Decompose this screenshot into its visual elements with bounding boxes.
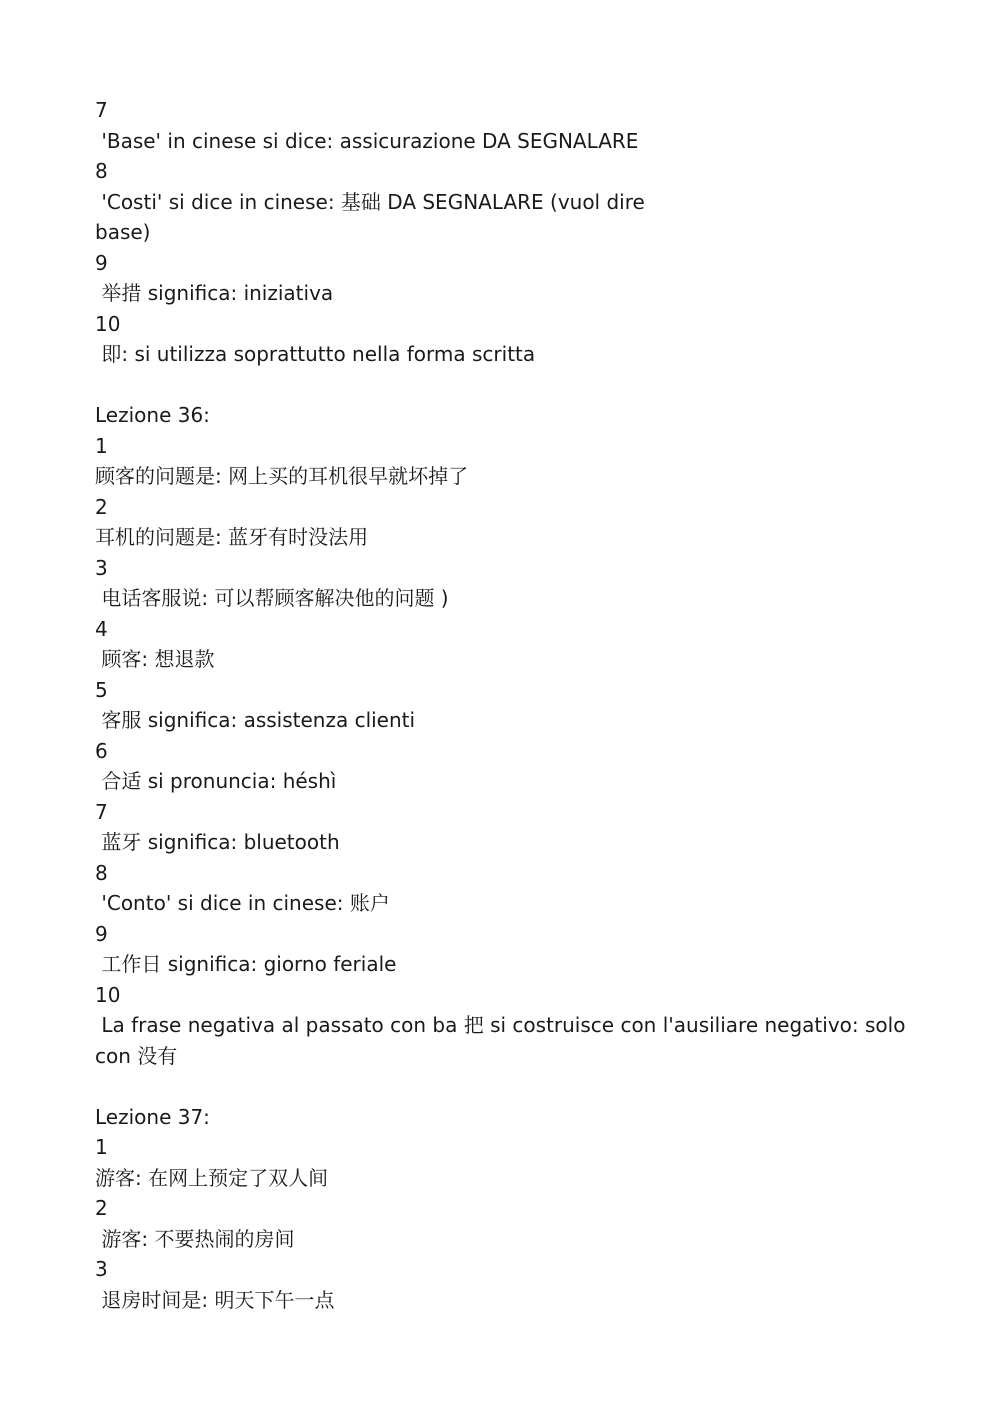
item-number: 2 xyxy=(95,494,108,519)
item-text: 举措 significa: iniziativa xyxy=(95,281,334,305)
item-text: 'Conto' si dice in cinese: 账户 xyxy=(95,891,390,915)
item-number: 4 xyxy=(95,616,108,641)
item-number: 10 xyxy=(95,982,121,1007)
section-continuation xyxy=(95,95,915,370)
item-number: 3 xyxy=(95,1257,108,1281)
item-number: 3 xyxy=(95,555,108,580)
blank-line xyxy=(95,1071,915,1102)
document-page xyxy=(95,95,915,1315)
item-text: 电话客服说: 可以帮顾客解决他的问题 ) xyxy=(95,586,449,610)
item-text: 即: si utilizza soprattutto nella forma scritta xyxy=(95,342,536,366)
item-text: 工作日 significa: giorno feriale xyxy=(95,952,397,976)
item-number: 9 xyxy=(95,250,108,275)
section-lezione-36 xyxy=(95,400,915,1071)
item-number: 10 xyxy=(95,311,121,336)
item-number: 5 xyxy=(95,677,108,702)
item-number: 1 xyxy=(95,1135,108,1159)
item-text: 合适 si pronuncia: héshì xyxy=(95,769,337,793)
item-text: 耳机的问题是: 蓝牙有时没法用 xyxy=(95,525,369,549)
item-text: La frase negativa al passato con ba 把 si costruisce con l'ausiliare negativo: solo con 没有 xyxy=(95,1013,906,1068)
item-text: 顾客的问题是: 网上买的耳机很早就坏掉了 xyxy=(95,464,469,488)
item-text: 'Base' in cinese si dice: assicurazione DA SEGNALARE xyxy=(95,128,639,153)
item-number: 7 xyxy=(95,799,108,824)
item-number: 9 xyxy=(95,921,108,946)
item-text: 游客: 不要热闹的房间 xyxy=(95,1226,295,1251)
item-number: 8 xyxy=(95,159,108,183)
item-number: 7 xyxy=(95,98,108,122)
item-number: 2 xyxy=(95,1196,108,1220)
item-text: 客服 significa: assistenza clienti xyxy=(95,708,416,732)
item-text: 顾客: 想退款 xyxy=(95,647,215,671)
lesson-title: Lezione 36: xyxy=(95,403,210,427)
blank-line xyxy=(95,370,915,401)
item-number: 1 xyxy=(95,433,108,458)
item-text: 退房时间是: 明天下午一点 xyxy=(95,1287,335,1312)
section-lezione-37 xyxy=(95,1102,915,1316)
item-number: 6 xyxy=(95,738,108,763)
item-text: 'Costi' si dice in cinese: 基础 DA SEGNALARE (vuol dire base) xyxy=(95,189,645,244)
lesson-title: Lezione 37: xyxy=(95,1104,210,1129)
item-text: 游客: 在网上预定了双人间 xyxy=(95,1165,329,1190)
item-number: 8 xyxy=(95,860,108,885)
item-text: 蓝牙 significa: bluetooth xyxy=(95,830,340,854)
